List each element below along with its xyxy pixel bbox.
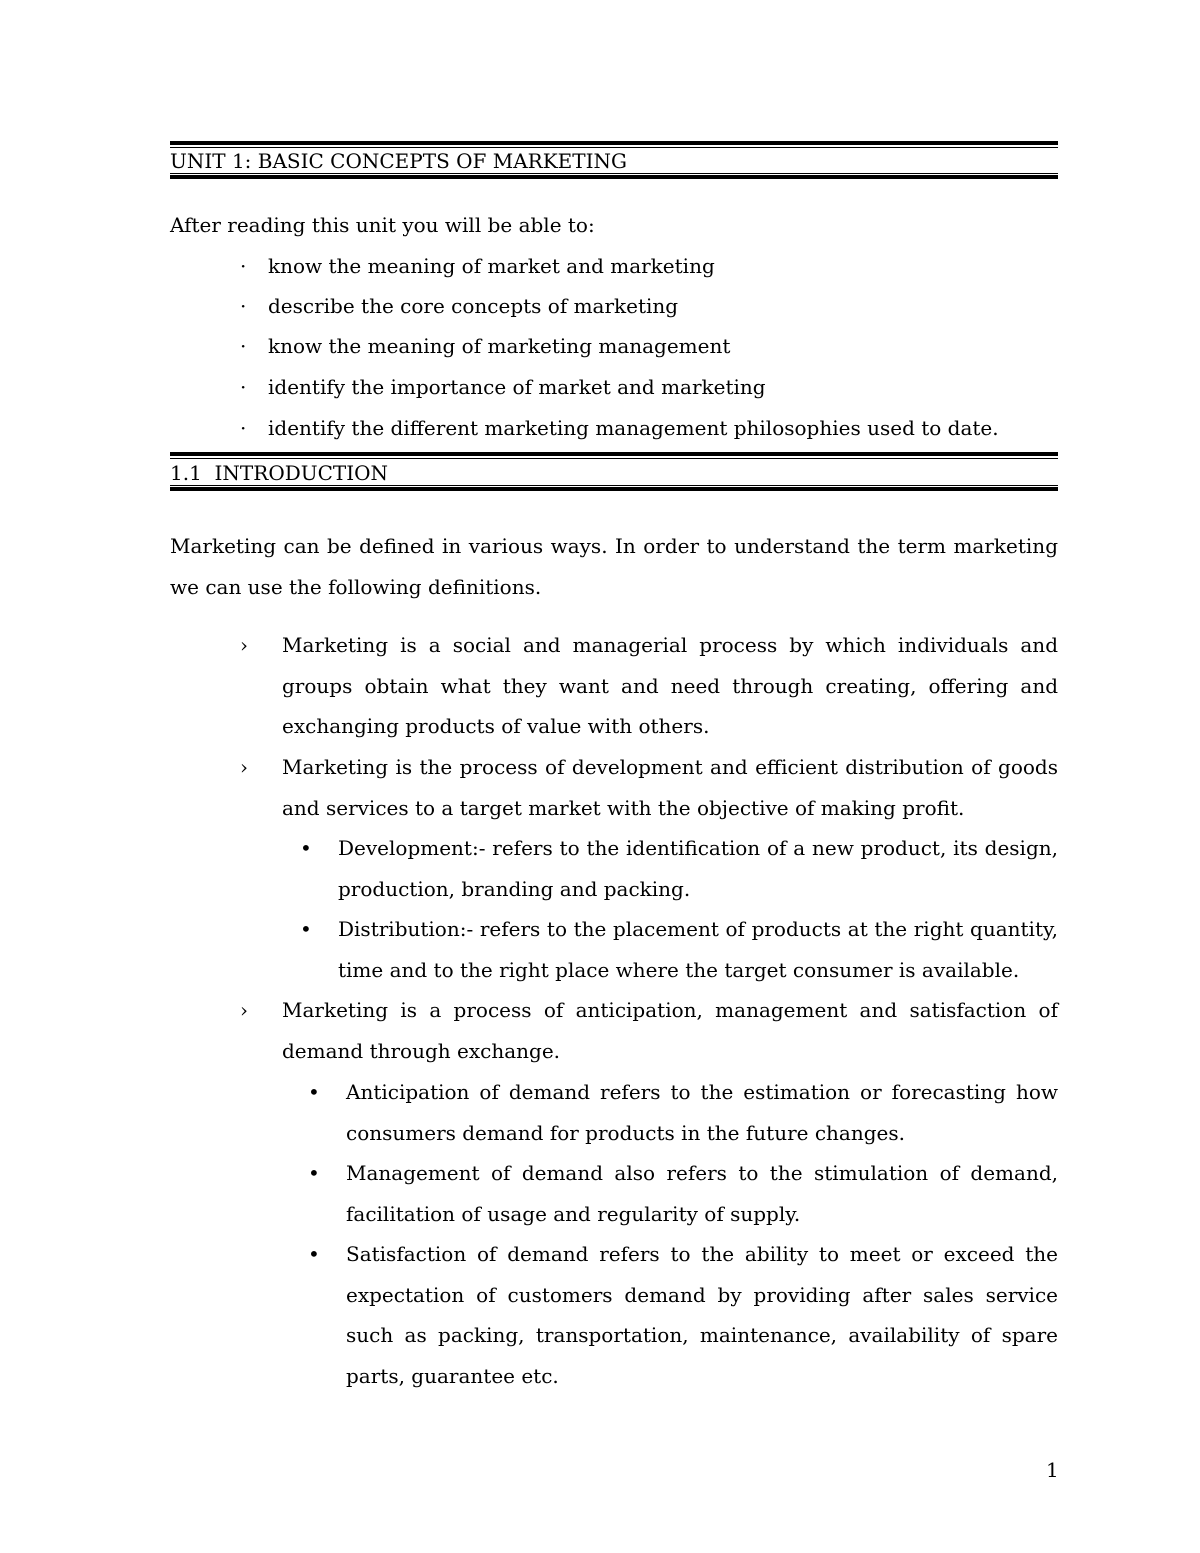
unit-title: UNIT 1: BASIC CONCEPTS OF MARKETING bbox=[170, 149, 628, 173]
section-rule-bottom-thin bbox=[170, 485, 1058, 486]
heading-rule-bottom-thin bbox=[170, 173, 1058, 174]
intro-paragraph: Marketing can be defined in various ways. In order to understand the term marketing we can use the following definitions. bbox=[170, 534, 1058, 599]
objective-bullet: · bbox=[240, 294, 247, 318]
sub-bullet: • bbox=[308, 1080, 320, 1104]
heading-rule-top-thin bbox=[170, 147, 1058, 148]
objectives-intro: After reading this unit you will be able to: bbox=[170, 213, 595, 237]
heading-rule-top bbox=[170, 141, 1058, 145]
sub-bullet: • bbox=[308, 1242, 320, 1266]
definition-item: Marketing is a process of anticipation, management and satisfaction of demand through exchange. bbox=[282, 998, 1058, 1063]
definition-arrow-icon: › bbox=[240, 998, 248, 1022]
objective-bullet: · bbox=[240, 334, 247, 358]
objective-item: know the meaning of marketing management bbox=[268, 334, 731, 358]
definition-item: Marketing is a social and managerial process by which individuals and groups obtain what they want and need through creating, offering and exchanging products of value with others. bbox=[282, 633, 1058, 738]
section-rule-bottom bbox=[170, 487, 1058, 491]
sub-bullet: • bbox=[308, 1161, 320, 1185]
objective-bullet: · bbox=[240, 375, 247, 399]
section-rule-top bbox=[170, 452, 1058, 456]
objective-item: describe the core concepts of marketing bbox=[268, 294, 679, 318]
sub-item: Satisfaction of demand refers to the ability to meet or exceed the expectation of customers demand by providing after sales service such as packing, transportation, maintenance, availability of spare parts, guarantee etc. bbox=[346, 1242, 1058, 1388]
sub-item: Distribution:- refers to the placement of products at the right quantity, time and to the right place where the target consumer is available. bbox=[338, 917, 1058, 982]
sub-item: Anticipation of demand refers to the estimation or forecasting how consumers demand for products in the future changes. bbox=[346, 1080, 1058, 1145]
section-rule-top-thin bbox=[170, 458, 1058, 459]
section-title: 1.1 INTRODUCTION bbox=[170, 461, 389, 485]
sub-item: Management of demand also refers to the stimulation of demand, facilitation of usage and regularity of supply. bbox=[346, 1161, 1058, 1226]
definition-arrow-icon: › bbox=[240, 633, 248, 657]
definition-item: Marketing is the process of development and efficient distribution of goods and services to a target market with the objective of making profit. bbox=[282, 755, 1058, 820]
sub-item: Development:- refers to the identification of a new product, its design, production, branding and packing. bbox=[338, 836, 1058, 901]
objective-item: know the meaning of market and marketing bbox=[268, 254, 715, 278]
sub-bullet: • bbox=[300, 836, 312, 860]
page-number: 1 bbox=[1046, 1458, 1059, 1482]
definition-arrow-icon: › bbox=[240, 755, 248, 779]
sub-bullet: • bbox=[300, 917, 312, 941]
objective-item: identify the importance of market and marketing bbox=[268, 375, 766, 399]
objective-bullet: · bbox=[240, 416, 247, 440]
heading-rule-bottom bbox=[170, 175, 1058, 179]
objective-item: identify the different marketing management philosophies used to date. bbox=[268, 416, 999, 440]
objective-bullet: · bbox=[240, 254, 247, 278]
